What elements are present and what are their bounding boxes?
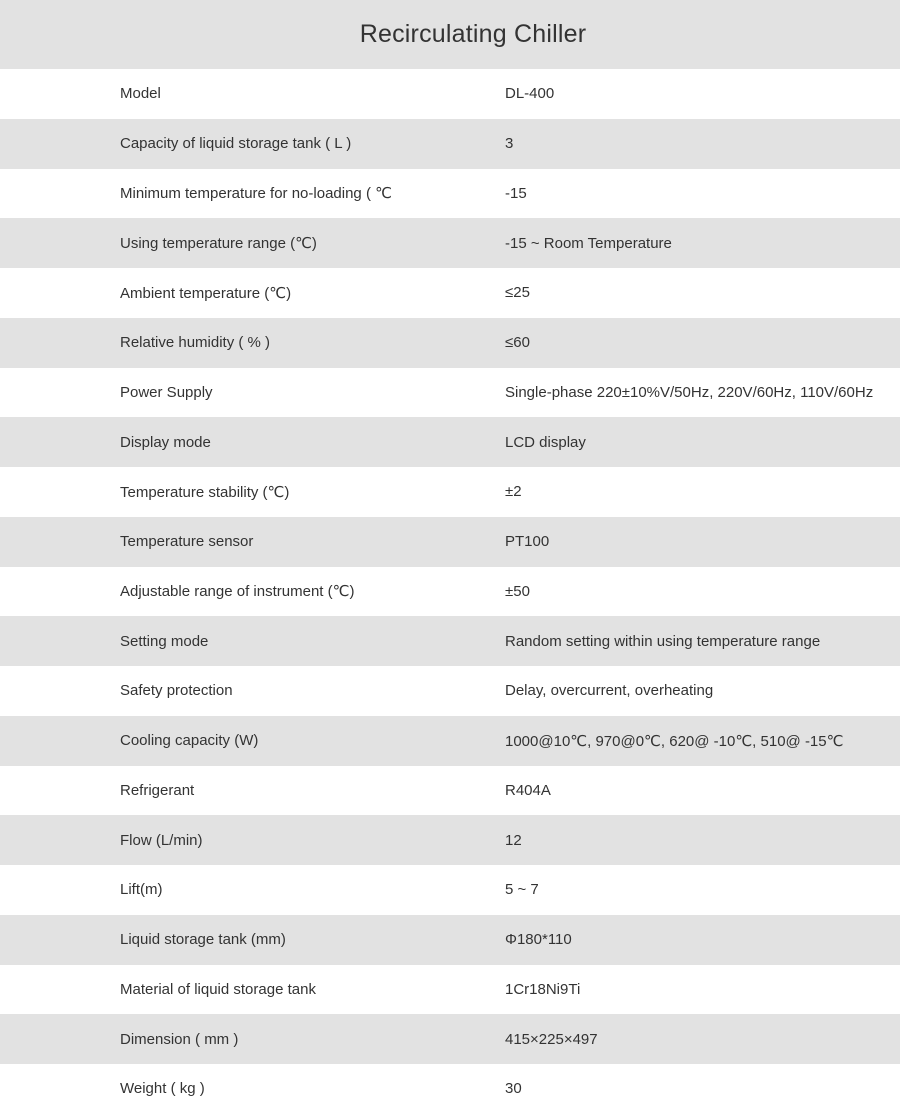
row-label: Flow (L/min)	[120, 831, 203, 849]
table-row	[0, 865, 900, 915]
row-label: Temperature stability (℃)	[120, 483, 290, 501]
table-row	[0, 716, 900, 766]
row-label: Weight ( kg )	[120, 1080, 205, 1098]
row-label: Adjustable range of instrument (℃)	[120, 583, 355, 601]
row-label: Setting mode	[120, 632, 209, 650]
row-value: Random setting within using temperature range	[505, 632, 821, 650]
row-value: ±50	[505, 582, 530, 600]
row-label: Power Supply	[120, 383, 213, 401]
row-value: DL-400	[505, 85, 555, 103]
table-row	[0, 119, 900, 169]
row-value: PT100	[505, 533, 550, 551]
row-label: Liquid storage tank (mm)	[120, 931, 286, 949]
row-value: ≤60	[505, 334, 530, 352]
table-row	[0, 915, 900, 965]
row-value: 1000@10℃, 970@0℃, 620@ -10℃, 510@ -15℃	[505, 732, 844, 750]
table-header	[0, 0, 900, 69]
row-label: Temperature sensor	[120, 533, 254, 551]
row-value: R404A	[505, 781, 551, 799]
row-label: Dimension ( mm )	[120, 1030, 239, 1048]
row-label: Safety protection	[120, 682, 233, 700]
row-value: -15 ~ Room Temperature	[505, 234, 672, 252]
row-value: LCD display	[505, 433, 586, 451]
table-row	[0, 815, 900, 865]
row-value: ±2	[505, 483, 522, 501]
row-label: Cooling capacity (W)	[120, 732, 259, 750]
table-row	[0, 766, 900, 816]
row-label: Capacity of liquid storage tank ( L )	[120, 135, 352, 153]
table-row	[0, 268, 900, 318]
row-value: Delay, overcurrent, overheating	[505, 682, 714, 700]
row-label: Ambient temperature (℃)	[120, 284, 292, 302]
table-row	[0, 517, 900, 567]
table-row	[0, 69, 900, 119]
row-value: ≤25	[505, 284, 530, 302]
table-row	[0, 616, 900, 666]
row-value: 1Cr18Ni9Ti	[505, 980, 581, 998]
table-row	[0, 567, 900, 617]
row-label: Display mode	[120, 433, 211, 451]
row-label: Minimum temperature for no-loading ( ℃	[120, 185, 392, 203]
row-label: Lift(m)	[120, 881, 163, 899]
row-value: -15	[505, 184, 527, 202]
table-row	[0, 1014, 900, 1064]
table-row	[0, 467, 900, 517]
row-label: Relative humidity ( % )	[120, 334, 271, 352]
row-value: 415×225×497	[505, 1030, 598, 1048]
table-row	[0, 218, 900, 268]
table-row	[0, 1064, 900, 1114]
row-value: 30	[505, 1080, 522, 1098]
table-row	[0, 666, 900, 716]
row-value: 5 ~ 7	[505, 881, 539, 899]
row-value: Φ180*110	[505, 931, 572, 949]
row-label: Refrigerant	[120, 781, 195, 799]
table-row	[0, 965, 900, 1015]
table-row	[0, 318, 900, 368]
row-label: Material of liquid storage tank	[120, 980, 316, 998]
row-value: Single-phase 220±10%V/50Hz, 220V/60Hz, 110V/60Hz	[505, 383, 874, 401]
table-row	[0, 368, 900, 418]
page-title: Recirculating Chiller	[359, 20, 587, 48]
row-label: Model	[120, 85, 161, 103]
table-row	[0, 417, 900, 467]
row-value: 3	[505, 135, 514, 153]
row-value: 12	[505, 831, 522, 849]
row-label: Using temperature range (℃)	[120, 235, 317, 253]
table-row	[0, 169, 900, 219]
